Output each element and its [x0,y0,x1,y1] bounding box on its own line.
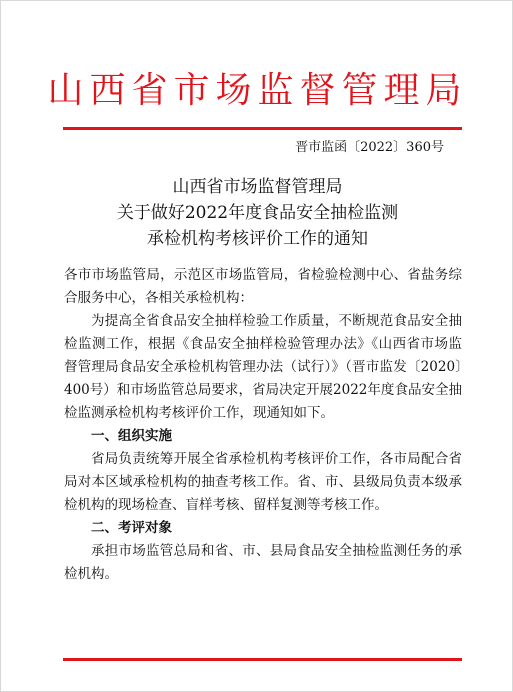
intro-paragraph: 为提高全省食品安全抽样检验工作质量，不断规范食品安全抽检监测工作，根据《食品安全抽样检验管理办法》《山西省市场监督管理局食品安全承检机构管理办法（试行）》（晋市监发〔2020〕400号）和市场监管总局要求，省局决定开展2022年度食品安全抽检监测承检机构考核评价工作，现通知如下。 [64,313,462,421]
document-title [41,174,474,252]
document-number: 晋市监函〔2022〕360号 [295,140,444,155]
title-line-3: 承检机构考核评价工作的通知 [147,229,368,249]
section-heading: 一、组织实施 [91,428,172,444]
title-line-1: 山西省市场监督管理局 [172,177,343,197]
section-paragraph: 承担市场监管总局和省、市、县局食品安全抽检监测任务的承检机构。 [64,543,462,582]
section-heading: 二、考评对象 [91,520,172,536]
document-body [64,264,462,586]
addressee: 各市市场监管局，示范区市场监管局，省检验检测中心、省盐务综合服务中心，各相关承检机构： [64,267,462,306]
title-line-2: 关于做好2022年度食品安全抽检监测 [116,203,399,223]
section-paragraph: 省局负责统筹开展全省承检机构考核评价工作，各市局配合省局对本区域承检机构的抽查考核工作。省、市、县级局负责本级承检机构的现场检查、盲样考核、留样复测等考核工作。 [64,451,462,513]
letterhead-org-name: 山西省市场监督管理局 [47,70,468,111]
letterhead-red-rule [63,127,462,130]
footer-red-rule [63,658,462,661]
